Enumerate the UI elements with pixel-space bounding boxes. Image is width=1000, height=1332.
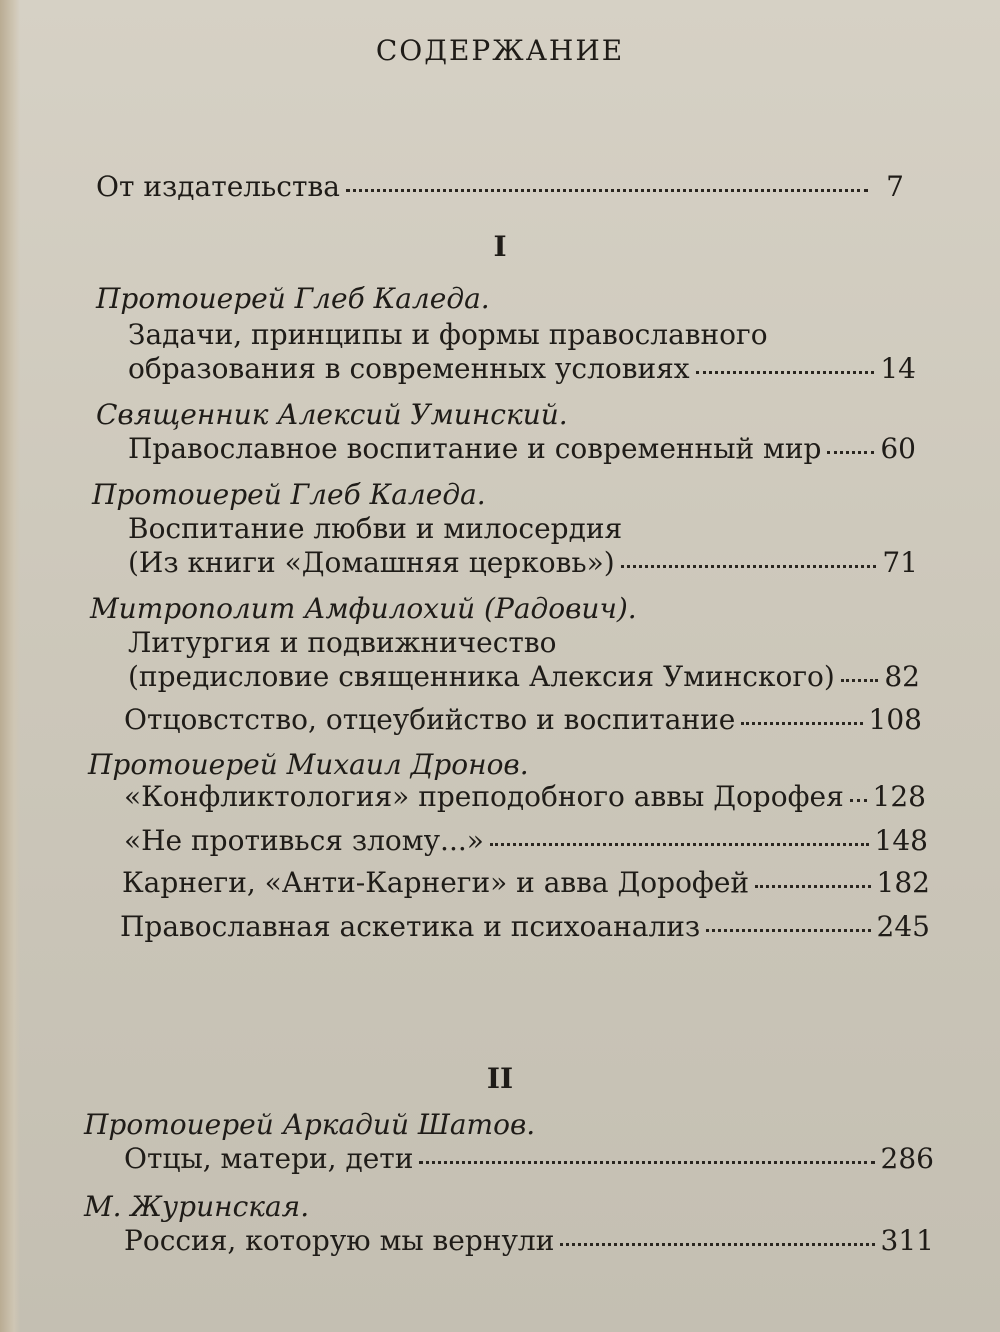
leader-dots — [741, 722, 862, 725]
leader-dots — [706, 929, 870, 932]
toc-entry — [128, 432, 916, 465]
toc-line: Литургия и подвижничество — [128, 626, 557, 659]
toc-author: М. Журинская. — [84, 1190, 310, 1223]
toc-entry-page: 311 — [880, 1224, 934, 1257]
toc-entry-label: Карнеги, «Анти-Карнеги» и авва Дорофей — [122, 866, 750, 899]
toc-entry-label: Россия, которую мы вернули — [124, 1224, 555, 1257]
toc-author: Священник Алексий Уминский. — [96, 398, 568, 431]
leader-dots — [841, 679, 879, 682]
toc-line: Задачи, принципы и формы православного — [128, 318, 768, 351]
page-title: СОДЕРЖАНИЕ — [375, 34, 625, 67]
toc-author: Протоиерей Глеб Каледа. — [96, 282, 490, 315]
leader-dots — [850, 799, 867, 802]
toc-entry-page: 60 — [880, 432, 916, 465]
toc-entry — [122, 866, 930, 899]
leader-dots — [560, 1243, 874, 1246]
toc-entry-label: Православное воспитание и современный мир — [128, 432, 822, 465]
toc-author: Протоиерей Михаил Дронов. — [88, 748, 529, 781]
toc-author: Протоиерей Глеб Каледа. — [92, 478, 486, 511]
leader-dots — [346, 189, 868, 192]
toc-entry — [128, 660, 920, 693]
toc-entry — [124, 780, 926, 813]
toc-entry-page: 286 — [880, 1142, 934, 1175]
toc-author: Протоиерей Аркадий Шатов. — [84, 1108, 536, 1141]
toc-entry-label: (Из книги «Домашняя церковь») — [128, 546, 615, 579]
toc-entry-label: образования в современных условиях — [128, 352, 690, 385]
toc-entry-label: Православная аскетика и психоанализ — [120, 910, 701, 943]
toc-entry-label: Отцовстство, отцеубийство и воспитание — [124, 703, 736, 736]
toc-author: Митрополит Амфилохий (Радович). — [90, 592, 637, 625]
toc-entry-page: 245 — [876, 910, 930, 943]
toc-entry-front — [96, 170, 904, 203]
toc-entry-label: Отцы, матери, дети — [124, 1142, 414, 1175]
toc-line: Воспитание любви и милосердия — [128, 512, 623, 545]
toc-entry — [128, 352, 916, 385]
toc-entry-label: От издательства — [96, 170, 340, 203]
section-numeral-1: I — [493, 230, 507, 263]
toc-entry — [124, 1142, 934, 1175]
leader-dots — [490, 843, 869, 846]
leader-dots — [696, 371, 875, 374]
leader-dots — [621, 565, 877, 568]
toc-entry-page: 108 — [868, 703, 922, 736]
toc-entry-label: «Не противься злому...» — [124, 824, 484, 857]
toc-entry-label: (предисловие священника Алексия Уминского) — [128, 660, 835, 693]
toc-entry — [124, 1224, 934, 1257]
toc-entry-page: 182 — [876, 866, 930, 899]
section-numeral-2: II — [486, 1062, 514, 1095]
toc-entry-page: 7 — [886, 170, 904, 203]
page-edge-shadow — [0, 0, 20, 1332]
toc-entry-page: 82 — [884, 660, 920, 693]
toc-entry-page: 148 — [874, 824, 928, 857]
toc-entry-label: «Конфликтология» преподобного аввы Дорофея — [124, 780, 844, 813]
toc-entry — [120, 910, 930, 943]
toc-entry-page: 128 — [872, 780, 926, 813]
toc-entry — [124, 824, 928, 857]
leader-dots — [419, 1161, 874, 1164]
toc-entry — [128, 546, 918, 579]
toc-entry-page: 71 — [882, 546, 918, 579]
leader-dots — [755, 885, 870, 888]
leader-dots — [827, 451, 874, 454]
toc-entry — [124, 703, 922, 736]
toc-entry-page: 14 — [880, 352, 916, 385]
